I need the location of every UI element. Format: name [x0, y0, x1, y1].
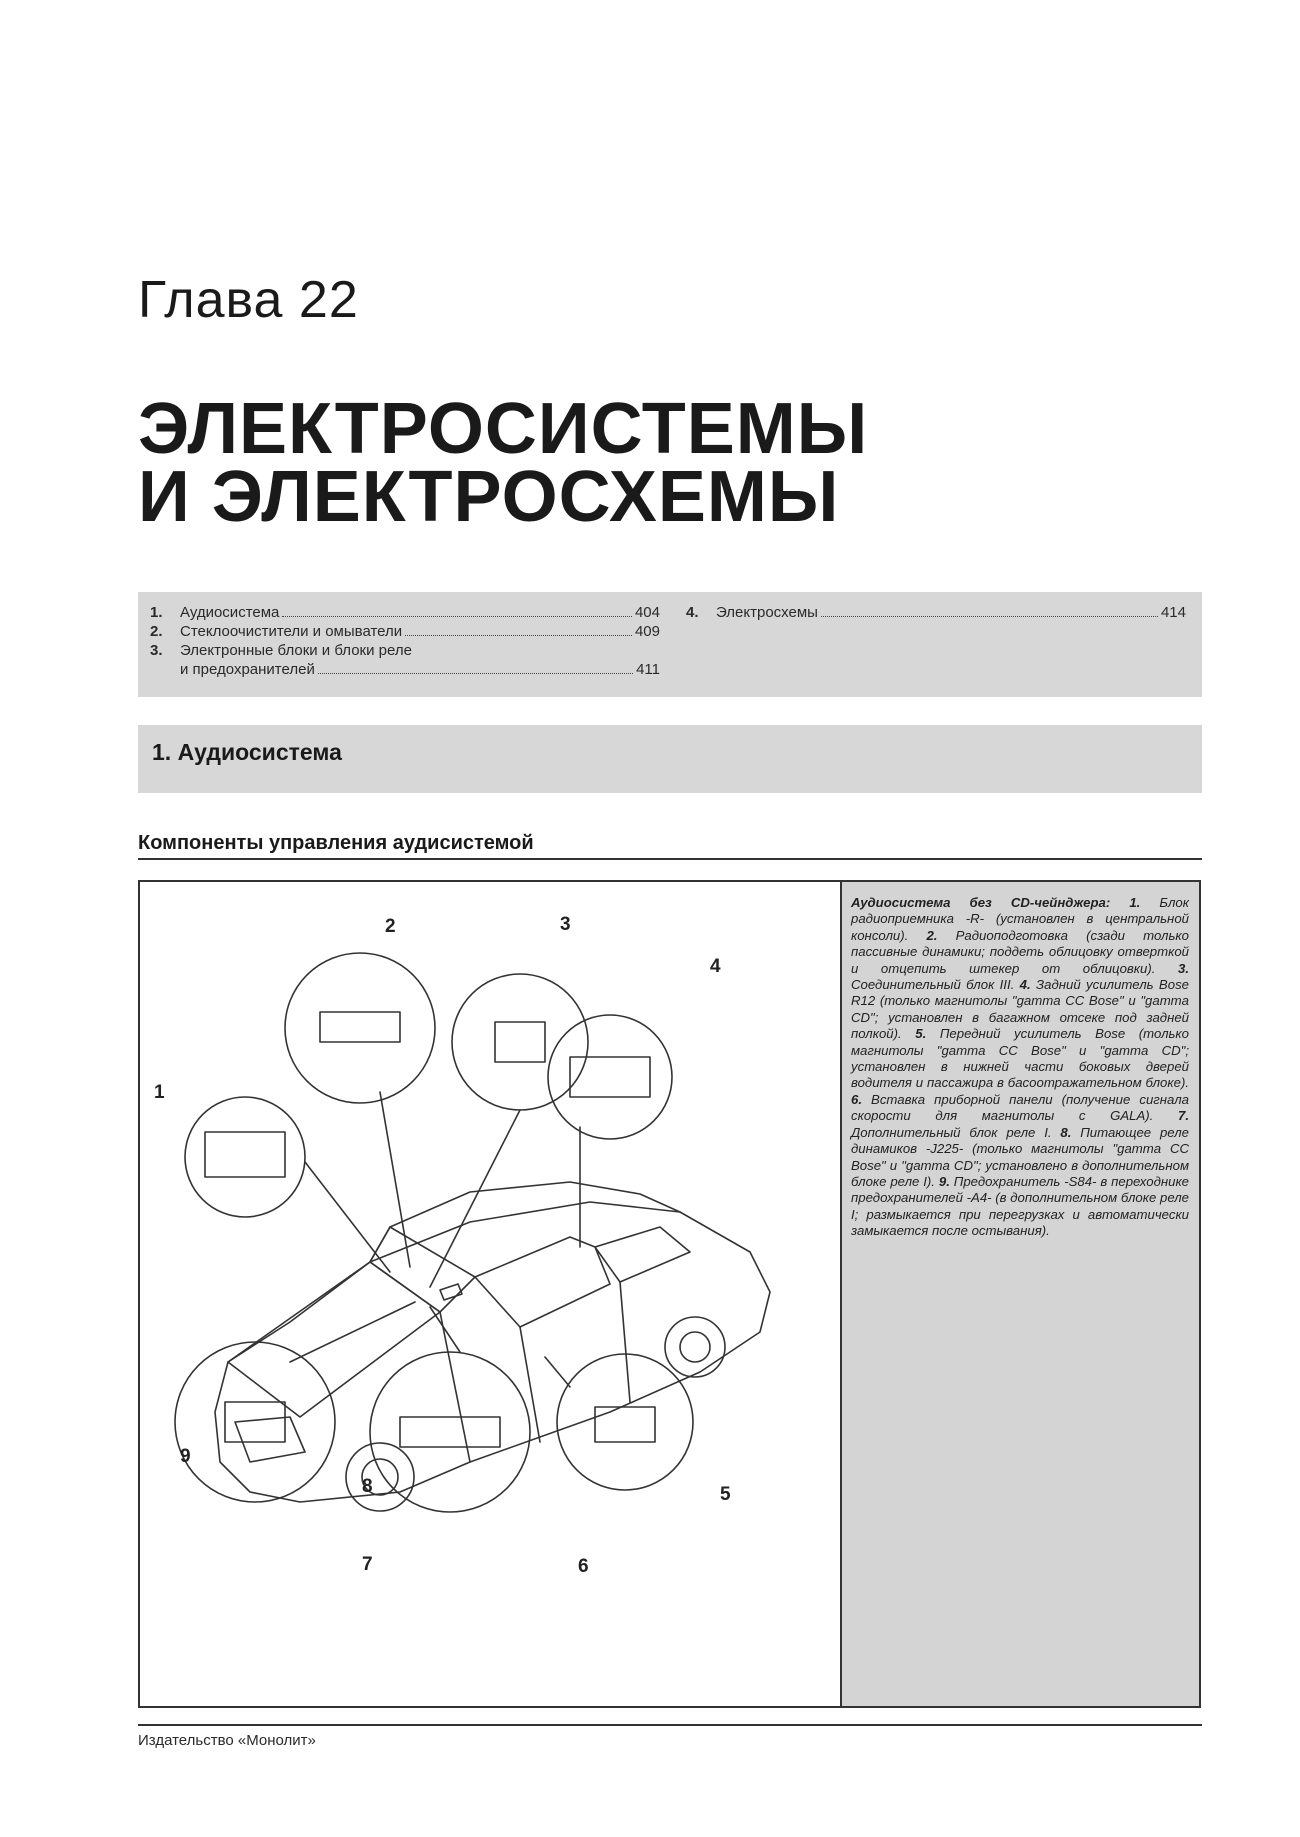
car-front-wheel — [346, 1443, 414, 1511]
toc-item-continuation[interactable] — [150, 661, 660, 680]
leader-lines — [290, 1092, 580, 1387]
callout-4: 4 — [710, 956, 721, 977]
publisher-footer: Издательство «Монолит» — [138, 1732, 316, 1749]
caption-item-number: 6. — [851, 1091, 862, 1107]
toc-item-title: и предохранителей — [180, 661, 315, 678]
detail-circle-3 — [452, 974, 588, 1110]
callout-2: 2 — [385, 916, 396, 937]
toc-leader-dots — [318, 673, 633, 674]
caption-item-number: 9. — [938, 1173, 950, 1189]
connector-block-sketch — [495, 1022, 545, 1062]
toc-leader-dots — [821, 616, 1158, 617]
instrument-panel-insert-sketch — [400, 1417, 500, 1447]
footer-divider — [138, 1724, 1202, 1726]
rear-amplifier-sketch — [570, 1057, 650, 1097]
toc-item-number: 3. — [150, 642, 163, 659]
callout-5: 5 — [720, 1484, 731, 1505]
detail-circle-7-8-9 — [175, 1342, 335, 1502]
toc-item[interactable] — [686, 604, 1186, 623]
toc-item-page: 414 — [1160, 604, 1186, 621]
callout-1: 1 — [154, 1082, 165, 1103]
caption-item-text: Соединительный блок III. — [851, 977, 1015, 993]
callout-7: 7 — [362, 1554, 373, 1575]
chapter-title-line-1: ЭЛЕКТРОСИСТЕМЫ — [138, 389, 869, 469]
toc-item-number: 1. — [150, 604, 163, 621]
caption-item-number: 3. — [1178, 960, 1189, 976]
car-rear-wheel — [665, 1317, 725, 1377]
caption-item-number: 8. — [1060, 1124, 1072, 1140]
toc-item-number: 2. — [150, 623, 163, 640]
front-amplifier-sketch — [595, 1407, 655, 1442]
toc-item-number: 4. — [686, 604, 699, 621]
relay-block-sketch — [225, 1402, 285, 1442]
callout-9: 9 — [180, 1446, 191, 1467]
radio-prep-sketch — [320, 1012, 400, 1042]
section-title: 1. Аудиосистема — [152, 739, 342, 765]
toc-item-page: 409 — [634, 623, 660, 640]
car-door-line — [440, 1282, 630, 1462]
caption-heading: Аудиосистема без CD-чейнджера: — [851, 895, 1111, 910]
toc-item-page: 404 — [634, 604, 660, 621]
toc-item-title: Электронные блоки и блоки реле — [180, 642, 412, 659]
toc-item-title: Электросхемы — [716, 604, 818, 621]
figure-caption — [851, 895, 1189, 1240]
caption-item-text: Задний усилитель Bose R12 (только магнитолы "gamma CC Bose" и "gamma CD"; установлен в багажном отсеке под задней полкой). — [851, 977, 1189, 1042]
caption-item-text: Вставка приборной панели (получение сигнала скорости для магнитолы с GALA). — [851, 1091, 1189, 1124]
caption-item-text: Дополнительный блок реле I. — [851, 1124, 1052, 1140]
caption-item-number: 7. — [1178, 1108, 1189, 1124]
caption-item-text: Передний усилитель Bose (только магнитолы "gamma CC Bose" и "gamma CD"; установлен в нижней части боковых дверей водителя и пассажира в басоотражательном блоке). — [851, 1026, 1189, 1091]
subsection-divider — [138, 858, 1202, 860]
toc-item[interactable] — [150, 642, 660, 661]
subsection-title: Компоненты управления аудисистемой — [138, 832, 534, 854]
callout-8: 8 — [362, 1476, 373, 1497]
toc-leader-dots — [282, 616, 632, 617]
callout-6: 6 — [578, 1556, 589, 1577]
caption-item-text: Питающее реле динамиков -J225- (только магнитолы "gamma CC Bose" и "gamma CD"; установлено в дополнительном блоке реле I). — [851, 1124, 1189, 1189]
caption-item-number: 5. — [915, 1026, 927, 1042]
detail-circle-4 — [548, 1015, 672, 1139]
callout-3: 3 — [560, 914, 571, 935]
caption-item-number: 4. — [1019, 977, 1031, 993]
table-of-contents — [138, 592, 1202, 697]
toc-left-column — [150, 604, 660, 680]
caption-item-number: 1. — [1129, 895, 1141, 910]
toc-item[interactable] — [150, 623, 660, 642]
chapter-title — [138, 389, 869, 537]
car-roof — [370, 1182, 680, 1262]
toc-right-column — [686, 604, 1186, 623]
detail-circle-2 — [285, 953, 435, 1103]
section-header — [138, 725, 1202, 793]
car-audio-diagram — [140, 882, 840, 1706]
chapter-label: Глава 22 — [138, 271, 359, 329]
car-hood — [228, 1262, 440, 1417]
car-outline — [215, 1202, 770, 1502]
caption-item-text: Предохранитель -S84- в переходнике предохранителей -A4- (в дополнительном блоке реле I; размыкается при перегрузках и автоматически замыкается после остывания). — [851, 1173, 1190, 1239]
car-grille — [235, 1417, 305, 1462]
chapter-title-line-2: И ЭЛЕКТРОСХЕМЫ — [138, 457, 840, 537]
toc-item-title: Аудиосистема — [180, 604, 280, 621]
caption-item-text: Радиоподготовка (сзади только пассивные динамики; поддеть облицовку отверткой и отцепить штекер от облицовки). — [851, 927, 1189, 976]
car-mirror — [440, 1284, 462, 1300]
detail-circle-5 — [557, 1354, 693, 1490]
toc-item-title: Стеклоочистители и омыватели — [180, 623, 403, 640]
toc-leader-dots — [405, 635, 632, 636]
detail-circle-1 — [185, 1097, 305, 1217]
car-side-windows — [475, 1227, 690, 1327]
radio-unit-sketch — [205, 1132, 285, 1177]
caption-item-text: Блок радиоприемника -R- (установлен в центральной консоли). — [851, 895, 1189, 943]
toc-item[interactable] — [150, 604, 660, 623]
toc-item-page: 411 — [636, 661, 660, 678]
caption-item-number: 2. — [926, 927, 938, 943]
